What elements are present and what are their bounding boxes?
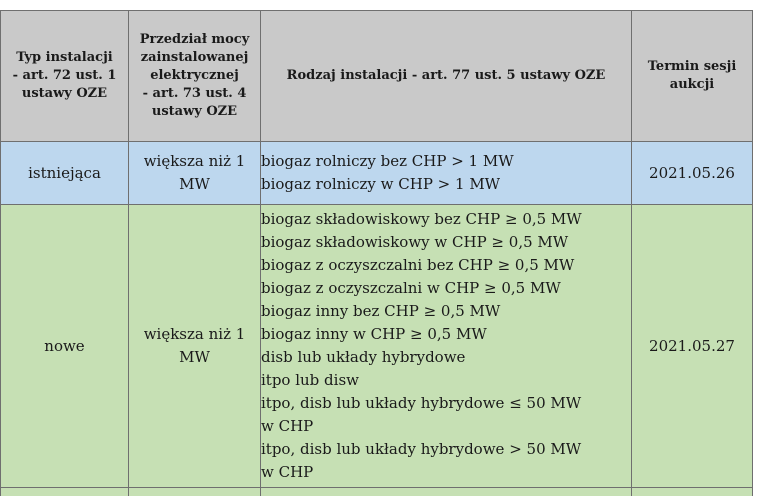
header-text-line: Termin sesji (647, 59, 737, 74)
cell-auction-date: 2021.05.27 (632, 205, 753, 488)
kind-line: itpo, disb lub układy hybrydowe ≤ 50 MW (261, 394, 582, 412)
auction-schedule-table (0, 10, 753, 496)
cell-empty (129, 488, 261, 496)
cell-empty (261, 488, 632, 496)
kind-line: itpo, disb lub układy hybrydowe > 50 MW (261, 440, 582, 458)
cell-installation-type: istniejąca (1, 142, 129, 205)
cell-installation-type: nowe (1, 205, 129, 488)
kind-line: w CHP (261, 463, 314, 481)
header-text-line: Rodzaj instalacji - art. 77 ust. 5 ustawy OZE (286, 68, 606, 83)
header-power-range (129, 11, 261, 142)
header-text-line: aukcji (669, 77, 715, 92)
header-text-line: zainstalowanej (140, 50, 249, 65)
header-text-line: elektrycznej (150, 68, 239, 83)
cell-installation-kinds (261, 142, 632, 205)
kind-line: biogaz rolniczy w CHP > 1 MW (261, 175, 501, 193)
kind-line: biogaz z oczyszczalni w CHP ≥ 0,5 MW (261, 279, 561, 297)
header-row (1, 11, 753, 142)
power-line: większa niż 1 (143, 325, 246, 343)
header-text-line: - art. 72 ust. 1 (12, 68, 117, 83)
power-line: większa niż 1 (143, 152, 246, 170)
kind-line: itpo lub disw (261, 371, 359, 389)
table-row-new (1, 205, 753, 488)
cell-auction-date: 2021.05.26 (632, 142, 753, 205)
header-text-line: Przedział mocy (139, 32, 250, 47)
header-text-line: ustawy OZE (151, 104, 238, 119)
header-auction-date (632, 11, 753, 142)
cell-power-range (129, 142, 261, 205)
kind-line: w CHP (261, 417, 314, 435)
kind-line: disb lub układy hybrydowe (261, 348, 466, 366)
power-line: MW (179, 348, 210, 366)
cell-empty (632, 488, 753, 496)
header-text-line: Typ instalacji (16, 50, 113, 65)
kind-line: biogaz z oczyszczalni bez CHP ≥ 0,5 MW (261, 256, 575, 274)
power-line: MW (179, 175, 210, 193)
kind-line: biogaz składowiskowy bez CHP ≥ 0,5 MW (261, 210, 582, 228)
kind-line: biogaz rolniczy bez CHP > 1 MW (261, 152, 514, 170)
header-installation-type (1, 11, 129, 142)
header-installation-kind (261, 11, 632, 142)
table-row-partial (1, 488, 753, 496)
header-text-line: - art. 73 ust. 4 (142, 86, 247, 101)
kind-line: biogaz inny w CHP ≥ 0,5 MW (261, 325, 487, 343)
cell-power-range (129, 205, 261, 488)
cell-installation-kinds (261, 205, 632, 488)
table-row-existing (1, 142, 753, 205)
header-text-line: ustawy OZE (21, 86, 108, 101)
cell-empty (1, 488, 129, 496)
kind-line: biogaz inny bez CHP ≥ 0,5 MW (261, 302, 501, 320)
kind-line: biogaz składowiskowy w CHP ≥ 0,5 MW (261, 233, 569, 251)
